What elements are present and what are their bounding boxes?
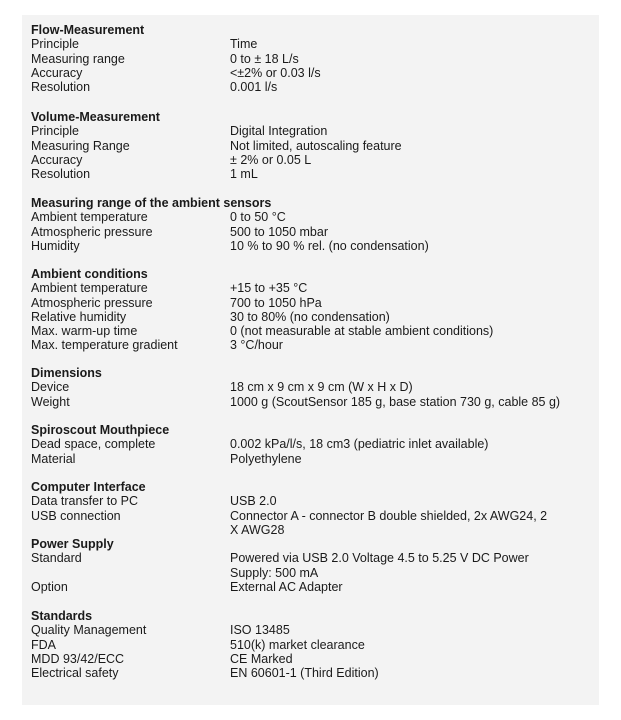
section-dimensions bbox=[31, 366, 591, 409]
spec-label: Electrical safety bbox=[31, 666, 119, 681]
spec-row bbox=[31, 153, 591, 167]
spec-value: 500 to 1050 mbar bbox=[230, 224, 328, 239]
spec-row bbox=[31, 338, 591, 352]
spec-value: 10 % to 90 % rel. (no condensation) bbox=[230, 238, 429, 253]
spec-value: External AC Adapter bbox=[230, 579, 343, 594]
section-title: Dimensions bbox=[31, 366, 102, 380]
spec-label: Max. warm-up time bbox=[31, 324, 138, 339]
spec-value: 1 mL bbox=[230, 167, 258, 182]
spec-value: 30 to 80% (no condensation) bbox=[230, 309, 390, 324]
spec-label: Principle bbox=[31, 124, 79, 139]
spec-value: EN 60601-1 (Third Edition) bbox=[230, 666, 379, 681]
spec-label: Weight bbox=[31, 394, 70, 409]
spec-row bbox=[31, 623, 591, 637]
spec-label: Resolution bbox=[31, 167, 91, 182]
spec-row bbox=[31, 652, 591, 666]
spec-value: 0.001 l/s bbox=[230, 80, 278, 95]
spec-value: USB 2.0 bbox=[230, 494, 277, 509]
spec-row bbox=[31, 551, 591, 580]
spec-value: Time bbox=[230, 37, 258, 52]
spec-value: Connector A - connector B double shielded, 2x AWG24, 2 X AWG28 bbox=[230, 508, 548, 537]
spec-value: 0.002 kPa/l/s, 18 cm3 (pediatric inlet available) bbox=[230, 437, 489, 452]
spec-label: Resolution bbox=[31, 80, 91, 95]
section-ambient-sensors bbox=[31, 196, 591, 253]
spec-value: ISO 13485 bbox=[230, 623, 290, 638]
section-title: Spiroscout Mouthpiece bbox=[31, 423, 170, 437]
spec-label: Atmospheric pressure bbox=[31, 295, 153, 310]
spec-label: Standard bbox=[31, 551, 82, 566]
spec-value: <±2% or 0.03 l/s bbox=[230, 65, 321, 80]
section-title: Power Supply bbox=[31, 537, 114, 551]
spec-label: Quality Management bbox=[31, 623, 147, 638]
section-title: Ambient conditions bbox=[31, 267, 148, 281]
spec-row bbox=[31, 380, 591, 394]
spec-value: 700 to 1050 hPa bbox=[230, 295, 322, 310]
section-title: Volume-Measurement bbox=[31, 110, 160, 124]
spec-row bbox=[31, 80, 591, 94]
spec-row bbox=[31, 509, 591, 538]
section-power-supply bbox=[31, 537, 591, 594]
spec-label: Dead space, complete bbox=[31, 437, 156, 452]
spec-row bbox=[31, 37, 591, 51]
spec-label: Atmospheric pressure bbox=[31, 224, 153, 239]
spec-row bbox=[31, 167, 591, 181]
spec-row bbox=[31, 494, 591, 508]
spec-value: Polyethylene bbox=[230, 451, 302, 466]
spec-row bbox=[31, 210, 591, 224]
spec-row bbox=[31, 666, 591, 680]
spec-row bbox=[31, 324, 591, 338]
spec-label: Ambient temperature bbox=[31, 281, 148, 296]
section-title: Measuring range of the ambient sensors bbox=[31, 196, 272, 210]
spec-label: Principle bbox=[31, 37, 79, 52]
section-title: Flow-Measurement bbox=[31, 23, 145, 37]
spec-value: Digital Integration bbox=[230, 124, 328, 139]
spec-row bbox=[31, 452, 591, 466]
spec-value: 0 to ± 18 L/s bbox=[230, 51, 299, 66]
spec-row bbox=[31, 395, 591, 409]
spec-value: 18 cm x 9 cm x 9 cm (W x H x D) bbox=[230, 380, 413, 395]
spec-value: +15 to +35 °C bbox=[230, 281, 308, 296]
spec-sheet bbox=[22, 15, 599, 705]
spec-row bbox=[31, 66, 591, 80]
section-flow-measurement bbox=[31, 23, 591, 94]
spec-value: 0 to 50 °C bbox=[230, 210, 286, 225]
section-standards bbox=[31, 609, 591, 680]
spec-value: 510(k) market clearance bbox=[230, 637, 365, 652]
section-volume-measurement bbox=[31, 110, 591, 181]
spec-row bbox=[31, 52, 591, 66]
spec-row bbox=[31, 124, 591, 138]
spec-value: ± 2% or 0.05 L bbox=[230, 152, 312, 167]
section-spiroscout-mouthpiece bbox=[31, 423, 591, 466]
section-title: Computer Interface bbox=[31, 480, 146, 494]
spec-row bbox=[31, 296, 591, 310]
section-title: Standards bbox=[31, 609, 93, 623]
spec-label: Relative humidity bbox=[31, 309, 127, 324]
spec-row bbox=[31, 638, 591, 652]
spec-row bbox=[31, 225, 591, 239]
spec-label: Data transfer to PC bbox=[31, 494, 138, 509]
spec-value: 3 °C/hour bbox=[230, 338, 283, 353]
spec-label: Measuring Range bbox=[31, 138, 130, 153]
spec-label: Accuracy bbox=[31, 65, 83, 80]
spec-row bbox=[31, 310, 591, 324]
spec-value: Powered via USB 2.0 Voltage 4.5 to 5.25 V DC Power Supply: 500 mA bbox=[230, 551, 529, 580]
spec-label: Option bbox=[31, 579, 68, 594]
spec-label: Material bbox=[31, 451, 76, 466]
spec-value: 1000 g (ScoutSensor 185 g, base station 730 g, cable 85 g) bbox=[230, 394, 561, 409]
spec-label: Accuracy bbox=[31, 152, 83, 167]
spec-label: FDA bbox=[31, 637, 56, 652]
spec-value: Not limited, autoscaling feature bbox=[230, 138, 402, 153]
spec-row bbox=[31, 139, 591, 153]
spec-row bbox=[31, 239, 591, 253]
spec-label: Device bbox=[31, 380, 70, 395]
section-computer-interface bbox=[31, 480, 591, 537]
spec-row bbox=[31, 580, 591, 594]
spec-label: Humidity bbox=[31, 238, 80, 253]
spec-value: 0 (not measurable at stable ambient conditions) bbox=[230, 324, 494, 339]
spec-label: MDD 93/42/ECC bbox=[31, 651, 125, 666]
spec-label: Ambient temperature bbox=[31, 210, 148, 225]
spec-label: Measuring range bbox=[31, 51, 125, 66]
spec-label: USB connection bbox=[31, 508, 121, 523]
spec-row bbox=[31, 437, 591, 451]
section-ambient-conditions bbox=[31, 267, 591, 353]
spec-label: Max. temperature gradient bbox=[31, 338, 178, 353]
spec-value: CE Marked bbox=[230, 651, 293, 666]
spec-row bbox=[31, 281, 591, 295]
